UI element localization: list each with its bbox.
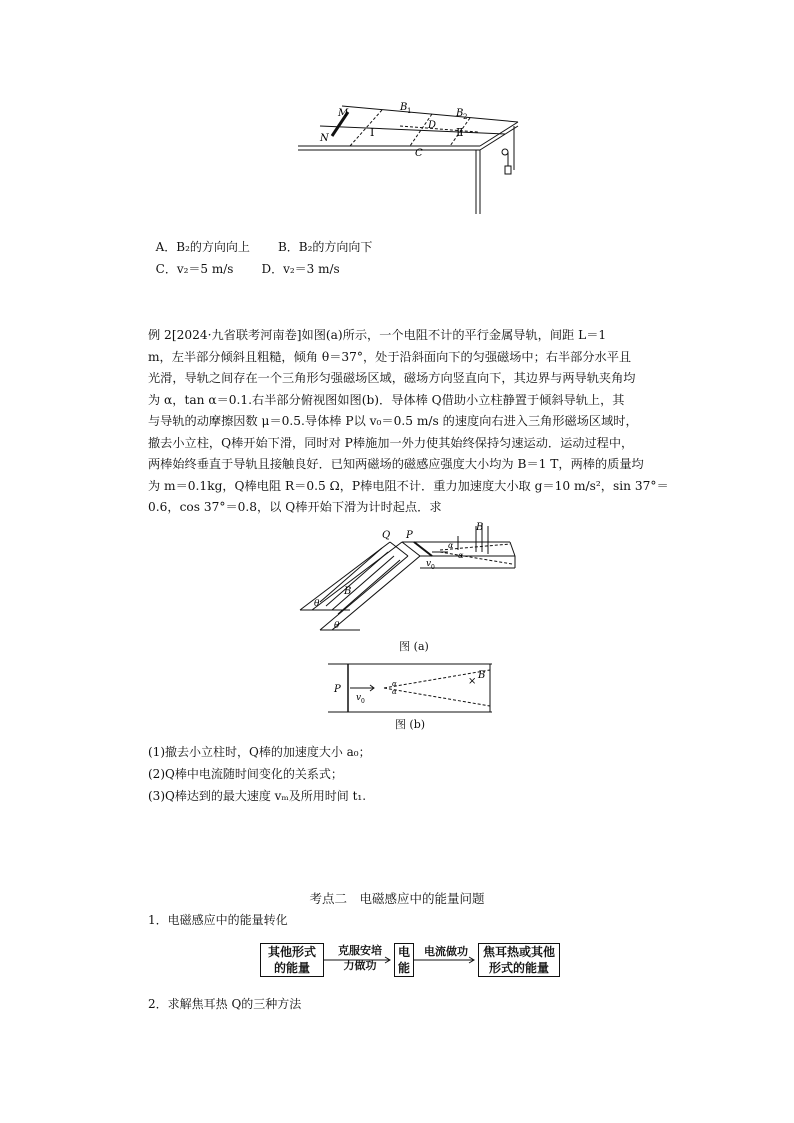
flow-arrow-1 [324, 955, 394, 965]
label-region-2: Ⅱ [456, 126, 464, 139]
fig-a-label-v0: v [426, 559, 432, 569]
fig-b-alpha-1: α [392, 680, 397, 688]
label-b2: B [456, 108, 464, 119]
section-item-2: 2．求解焦耳热 Q的三种方法 [148, 997, 302, 1011]
label-region-1: Ⅰ [370, 126, 375, 139]
fig-b-label-v0: v [356, 693, 362, 703]
figure-a [290, 518, 530, 640]
figure-b-caption: 图 (b) [394, 718, 426, 731]
option-d[interactable]: D．v₂＝3 m/s [261, 262, 340, 276]
example-line-2: m，左半部分倾斜且粗糙，倾角 θ＝37°，处于沿斜面向下的匀强磁场中；右半部分水平且 [148, 349, 632, 364]
label-b1-sub: 1 [407, 107, 412, 115]
label-c: C [415, 148, 423, 159]
example-line-1: 例 2[2024·九省联考河南卷]如图(a)所示，一个电阻不计的平行金属导轨，间距 L＝1 [148, 328, 607, 342]
fig-a-label-b-slope: B [344, 586, 352, 597]
fig-b-cross: × [468, 676, 477, 687]
label-b1: B [400, 102, 408, 113]
example-line-6: 撤去小立柱，Q棒开始下滑，同时对 P棒施加一外力使其始终保持匀速运动．运动过程中， [148, 435, 634, 450]
label-d: D [428, 120, 437, 131]
flow-arrow-2 [414, 955, 478, 965]
fig-a-label-b-top: B [476, 522, 484, 533]
option-a[interactable]: A．B₂的方向向上 [155, 240, 250, 254]
fig-b-label-v0-sub: 0 [361, 698, 365, 705]
example-paragraph [148, 325, 669, 519]
fig-a-label-v0-sub: 0 [431, 564, 435, 571]
example-line-3: 光滑，导轨之间存在一个三角形匀强磁场区域，磁场方向竖直向下，其边界与两导轨夹角均 [148, 371, 636, 385]
figure-b [328, 662, 492, 716]
question-2: (2)Q棒中电流随时间变化的关系式； [148, 767, 343, 781]
section-item-1: 1．电磁感应中的能量转化 [148, 913, 288, 927]
flow-label-ampere-work: 克服安培 力做功 [338, 944, 382, 972]
fig-b-label-b: B [478, 670, 486, 681]
question-3: (3)Q棒达到的最大速度 vₘ及所用时间 t₁. [148, 789, 367, 803]
fig-b-alpha-2: α [392, 688, 397, 696]
label-n: N [320, 133, 329, 144]
label-b2-sub: 2 [463, 113, 468, 121]
fig-a-theta-1: θ [314, 599, 320, 609]
top-rail-figure [290, 96, 530, 220]
option-c[interactable]: C．v₂＝5 m/s [155, 262, 234, 276]
figure-a-caption: 图 (a) [399, 640, 429, 653]
example-line-7: 两棒始终垂直于导轨且接触良好．已知两磁场的磁感应强度大小均为 B＝1 T，两棒的质量均 [148, 457, 644, 471]
label-m: M [338, 108, 349, 119]
example-line-5: 与导轨的动摩擦因数 μ＝0.5.导体棒 P以 v₀＝0.5 m/s 的速度向右进入三角形磁场区域时， [148, 414, 638, 428]
flow-label-current-work: 电流做功 [424, 945, 468, 958]
flow-box-electric-energy: 电 能 [394, 943, 414, 977]
flow-box-joule-heat: 焦耳热或其他 形式的能量 [478, 943, 560, 977]
example-line-8: 为 m＝0.1kg，Q棒电阻 R＝0.5 Ω，P棒电阻不计．重力加速度大小取 g＝10 m/s²，sin 37°＝ [148, 478, 669, 493]
option-row-2 [148, 246, 340, 277]
section-title: 考点二 电磁感应中的能量问题 [309, 891, 485, 906]
fig-a-label-q: Q [382, 530, 391, 541]
flow-box-other-energy: 其他形式 的能量 [260, 943, 324, 977]
example-line-9: 0.6，cos 37°＝0.8，以 Q棒开始下滑为计时起点．求 [148, 500, 442, 514]
fig-a-alpha-1: α [448, 541, 454, 550]
fig-a-label-p: P [406, 530, 413, 541]
fig-a-theta-2: θ [334, 621, 340, 631]
fig-a-alpha-2: α [458, 551, 464, 560]
example-line-4: 为 α，tan α＝0.1.右半部分俯视图如图(b)．导体棒 Q借助小立柱静置于倾斜导轨上，其 [148, 392, 625, 407]
fig-b-label-p: P [334, 684, 341, 695]
option-b[interactable]: B．B₂的方向向下 [277, 240, 373, 254]
question-1: (1)撤去小立柱时，Q棒的加速度大小 a₀； [148, 745, 371, 759]
